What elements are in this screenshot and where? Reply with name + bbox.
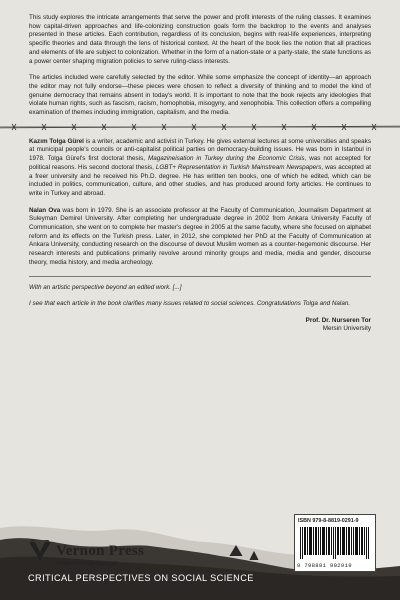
author-name: Kazım Tolga Gürel	[29, 137, 84, 145]
vernon-press-logo-icon	[28, 540, 52, 562]
publisher-url: www.vernonpress.com	[56, 560, 119, 567]
barcode-number: 9 798881 902919	[297, 562, 352, 569]
bio-text: is a writer, academic and activist in Turkey. He gives external lectures at some universities and speaks at municipal people's councils or anti-capitalist political parties on democracy-building issues. He was born in Istanbul in 1978. Tolga Gürel's first doctoral thesis,	[29, 137, 371, 163]
barcode-box	[294, 514, 376, 572]
thesis-title: LGBT+ Representation in Turkish Mainstream Newspapers	[155, 163, 322, 171]
reviewer-signature	[29, 317, 371, 334]
back-cover-text	[29, 14, 371, 334]
thesis-title: Magazineisation in Turkey during the Economic Crisis	[147, 155, 305, 163]
divider	[29, 276, 371, 277]
bio-text: , was accepted at a freer university and he received his Ph.D. degree. He has written ten books, one of which he edited, which can be included in politics, communication, culture, and other studies, and has produced around forty articles. He continues to write in Turkey and abroad.	[29, 163, 371, 197]
bio-text: , was not accepted for political reasons. His second doctoral thesis,	[29, 155, 371, 171]
barbed-wire-divider	[29, 123, 371, 131]
blurb-paragraph-1: This study explores the intricate arrangements that serve the power and profit interests of the ruling classes. It examines how capital-driven approaches and life-colonizing construction goals form the backdrop to the events and analyses presented in these articles. Each contribution, regardless of its conclusion, begins with real-life experiences, interpreting specific theories and data through the lens of historical context. At the heart of the book lies the notion that all practices and elements of life are subject to colonization. Whether in the form of a nation-state or a party-state, the state functions as a power center shaping migration policies to serve ruling-class interests.	[29, 14, 371, 65]
blurb-paragraph-2: The articles included were carefully selected by the editor. While some emphasize the concept of identity—an approach the editor may not fully endorse—these pieces were chosen to reflect a diversity of thinking and to model the kind of genuine democracy that remains absent in today's world. It is important to note that the book rejects any ideologies that violate human rights, such as fascism, racism, homophobia, misogyny, and xenophobia. This collection offers a compelling examination of themes including immigration, capitalism, and the media.	[29, 74, 371, 117]
author-bio-gurel	[29, 138, 371, 199]
isbn-label: ISBN 979-8-8819-0291-9	[298, 518, 359, 524]
bio-text: was born in 1979. She is an associate professor at the Faculty of Communication, Journalism Department at Suleyman Demirel University. After completing her undergraduate degree in 2002 from Ankara University Faculty of Communication, she went on to complete her master's degree in 2005 at the same faculty, where she focused on alphabet reform and its effects on the Turkish press. Later, in 2012, she completed her PhD at the Faculty of Communication at Ankara University, conducting research on the discourse of devout Muslim women as a counter-hegemonic discourse. Her research interests and publications primarily revolve around minority groups and media, media and gender, discourse theory, media history, and media archeology.	[29, 206, 371, 266]
reviewer-name: Prof. Dr. Nurseren Tor	[305, 316, 371, 324]
publisher-name: Vernon Press	[56, 542, 145, 559]
barcode-icon	[300, 527, 372, 559]
review-quote-2: I see that each article in the book clarifies many issues related to social sciences. Congratulations Tolga and Nalan.	[29, 300, 351, 308]
publisher-logo	[28, 540, 144, 567]
author-name: Nalan Ova	[29, 206, 61, 214]
review-quote-1: With an artistic perspective beyond an edited work. [...]	[29, 283, 182, 291]
reviewer-affiliation: Mersin University	[322, 325, 371, 333]
author-bio-ova	[29, 207, 371, 268]
series-title: CRITICAL PERSPECTIVES ON SOCIAL SCIENCE	[28, 573, 254, 583]
